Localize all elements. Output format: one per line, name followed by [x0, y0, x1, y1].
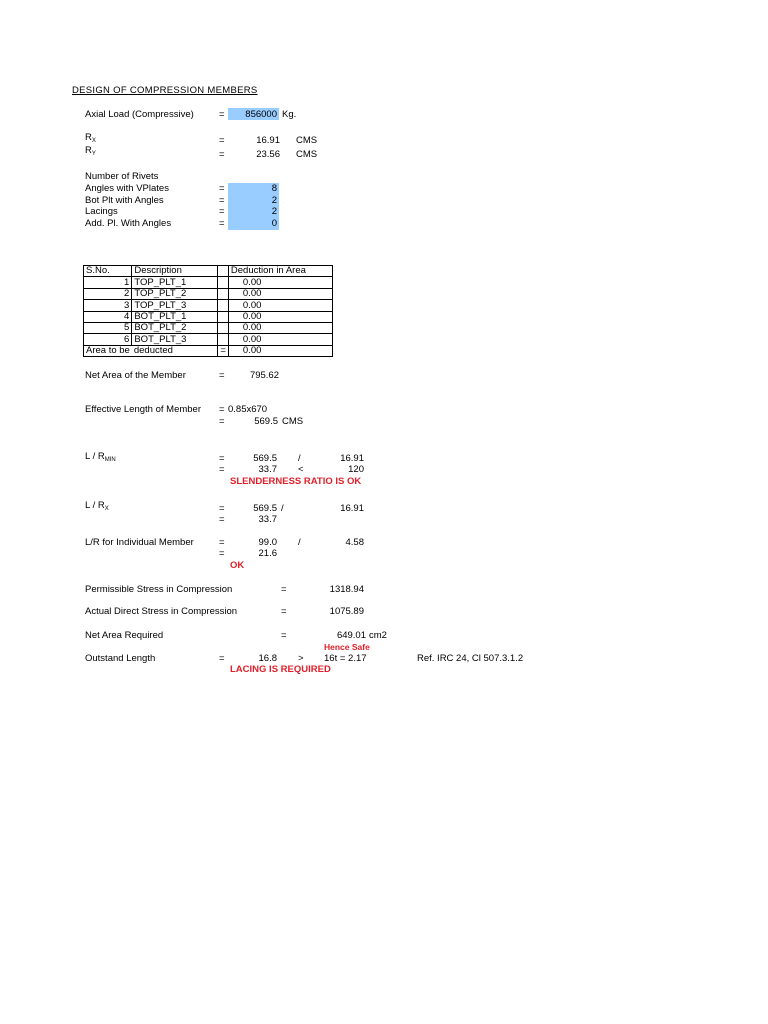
- l-rmin-op2: <: [298, 464, 304, 475]
- row-value: 0.00: [228, 311, 332, 322]
- l-rmin-ratio: 33.7: [258, 464, 277, 475]
- row-value: 0.00: [228, 288, 332, 299]
- row-spacer: [218, 311, 229, 322]
- row-spacer: [218, 334, 229, 345]
- outstand-label: Outstand Length: [85, 653, 156, 664]
- eff-length-eq2: =: [219, 416, 225, 427]
- rivet-value: 2: [271, 206, 277, 217]
- individual-member-status: OK: [230, 560, 245, 571]
- eff-length-value: 569.5: [254, 416, 278, 427]
- col-header-description: Description: [132, 266, 218, 277]
- eff-length-unit: CMS: [282, 416, 304, 427]
- l-rmin-num: 569.5: [253, 453, 277, 464]
- l-rx-eq1: =: [219, 503, 225, 514]
- total-label-a: Area to be: [84, 345, 132, 356]
- eff-length-label: Effective Length of Member: [85, 404, 201, 415]
- rx-value: 16.91: [256, 135, 280, 146]
- axial-load-label: Axial Load (Compressive): [85, 109, 194, 120]
- eff-length-eq1: =: [219, 404, 225, 415]
- net-area-value: 795.62: [249, 370, 279, 381]
- table-header-row: [84, 266, 333, 277]
- col-header-sno: S.No.: [84, 266, 132, 277]
- row-value: 0.00: [228, 300, 332, 311]
- row-spacer: [218, 288, 229, 299]
- row-sno: 3: [84, 300, 132, 311]
- l-rx-eq2: =: [219, 514, 225, 525]
- table-row: [84, 300, 333, 311]
- row-spacer: [218, 300, 229, 311]
- row-sno: 2: [84, 288, 132, 299]
- row-desc: BOT_PLT_2: [132, 322, 218, 333]
- perm-stress-value: 1318.94: [329, 584, 364, 595]
- actual-stress-eq: =: [281, 606, 287, 617]
- row-desc: BOT_PLT_1: [132, 311, 218, 322]
- row-spacer: [218, 277, 229, 288]
- rx-label: $R_X$: [85, 132, 96, 144]
- rivet-value: 2: [271, 195, 277, 206]
- rx-unit: CMS: [296, 135, 318, 146]
- col-header-deduction: Deduction in Area: [228, 266, 332, 277]
- l-ind-ratio: 21.6: [258, 548, 277, 559]
- row-desc: TOP_PLT_3: [132, 300, 218, 311]
- rivet-label: Angles with VPlates: [85, 183, 169, 194]
- rivet-eq: =: [219, 195, 225, 206]
- row-desc: BOT_PLT_3: [132, 334, 218, 345]
- ry-eq: =: [219, 149, 225, 160]
- l-rx-den: 16.91: [340, 503, 364, 514]
- rivets-heading: Number of Rivets: [85, 171, 159, 182]
- rivet-value: 0: [271, 218, 277, 229]
- axial-load-eq: =: [219, 109, 225, 120]
- l-ind-eq2: =: [219, 548, 225, 559]
- row-sno: 1: [84, 277, 132, 288]
- table-row: [84, 288, 333, 299]
- rivet-eq: =: [219, 218, 225, 229]
- outstand-limit: 16t = 2.17: [324, 653, 367, 664]
- rivet-eq: =: [219, 183, 225, 194]
- table-row: [84, 334, 333, 345]
- net-area-req-label: Net Area Required: [85, 630, 164, 641]
- row-value: 0.00: [228, 277, 332, 288]
- ry-unit: CMS: [296, 149, 318, 160]
- rivet-eq: =: [219, 206, 225, 217]
- l-rx-label: L / $R_X$: [85, 500, 109, 512]
- total-value: 0.00: [228, 345, 332, 356]
- l-rmin-den: 16.91: [340, 453, 364, 464]
- rivet-value: 8: [271, 183, 277, 194]
- eff-length-expr: 0.85x670: [228, 404, 268, 415]
- row-desc: TOP_PLT_1: [132, 277, 218, 288]
- table-total-row: [84, 345, 333, 356]
- axial-load-value: 856000: [245, 109, 277, 120]
- total-eq: =: [218, 345, 229, 356]
- net-area-req-value: 649.01: [336, 630, 366, 641]
- actual-stress-value: 1075.89: [329, 606, 364, 617]
- row-value: 0.00: [228, 322, 332, 333]
- page-title: DESIGN OF COMPRESSION MEMBERS: [72, 85, 258, 96]
- row-sno: 5: [84, 322, 132, 333]
- l-rmin-label: L / $R_{MIN}$: [85, 451, 116, 463]
- row-sno: 4: [84, 311, 132, 322]
- hence-safe-status: Hence Safe: [324, 642, 370, 652]
- perm-stress-label: Permissible Stress in Compression: [85, 584, 233, 595]
- l-ind-op1: /: [298, 537, 301, 548]
- net-area-label: Net Area of the Member: [85, 370, 186, 381]
- l-ind-eq1: =: [219, 537, 225, 548]
- l-rx-op1: /: [281, 503, 284, 514]
- col-header-spacer: [218, 266, 229, 277]
- rx-eq: =: [219, 135, 225, 146]
- l-rmin-eq1: =: [219, 453, 225, 464]
- l-rmin-op1: /: [298, 453, 301, 464]
- net-area-eq: =: [219, 370, 225, 381]
- row-sno: 6: [84, 334, 132, 345]
- net-area-req-unit: cm2: [369, 630, 387, 641]
- table-row: [84, 277, 333, 288]
- l-rmin-limit: 120: [348, 464, 364, 475]
- outstand-value: 16.8: [258, 653, 277, 664]
- l-ind-den: 4.58: [345, 537, 364, 548]
- rivet-label: Add. Pl. With Angles: [85, 218, 172, 229]
- outstand-ref: Ref. IRC 24, Cl 507.3.1.2: [417, 653, 524, 664]
- axial-load-unit: Kg.: [282, 109, 297, 120]
- slenderness-status: SLENDERNESS RATIO IS OK: [230, 476, 362, 487]
- l-rx-ratio: 33.7: [258, 514, 277, 525]
- net-area-req-eq: =: [281, 630, 287, 641]
- row-desc: TOP_PLT_2: [132, 288, 218, 299]
- row-spacer: [218, 322, 229, 333]
- deduction-table: [83, 265, 333, 357]
- perm-stress-eq: =: [281, 584, 287, 595]
- table-row: [84, 311, 333, 322]
- outstand-eq: =: [219, 653, 225, 664]
- l-ind-label: L/R for Individual Member: [85, 537, 194, 548]
- actual-stress-label: Actual Direct Stress in Compression: [85, 606, 238, 617]
- ry-value: 23.56: [256, 149, 280, 160]
- l-ind-num: 99.0: [258, 537, 277, 548]
- rivet-label: Bot Plt with Angles: [85, 195, 164, 206]
- table-row: [84, 322, 333, 333]
- l-rx-num: 569.5: [253, 503, 277, 514]
- lacing-status: LACING IS REQUIRED: [230, 664, 331, 675]
- row-value: 0.00: [228, 334, 332, 345]
- total-label-b: deducted: [132, 345, 218, 356]
- l-rmin-eq2: =: [219, 464, 225, 475]
- outstand-op: >: [298, 653, 304, 664]
- rivet-label: Lacings: [85, 206, 118, 217]
- ry-label: $R_Y$: [85, 145, 96, 157]
